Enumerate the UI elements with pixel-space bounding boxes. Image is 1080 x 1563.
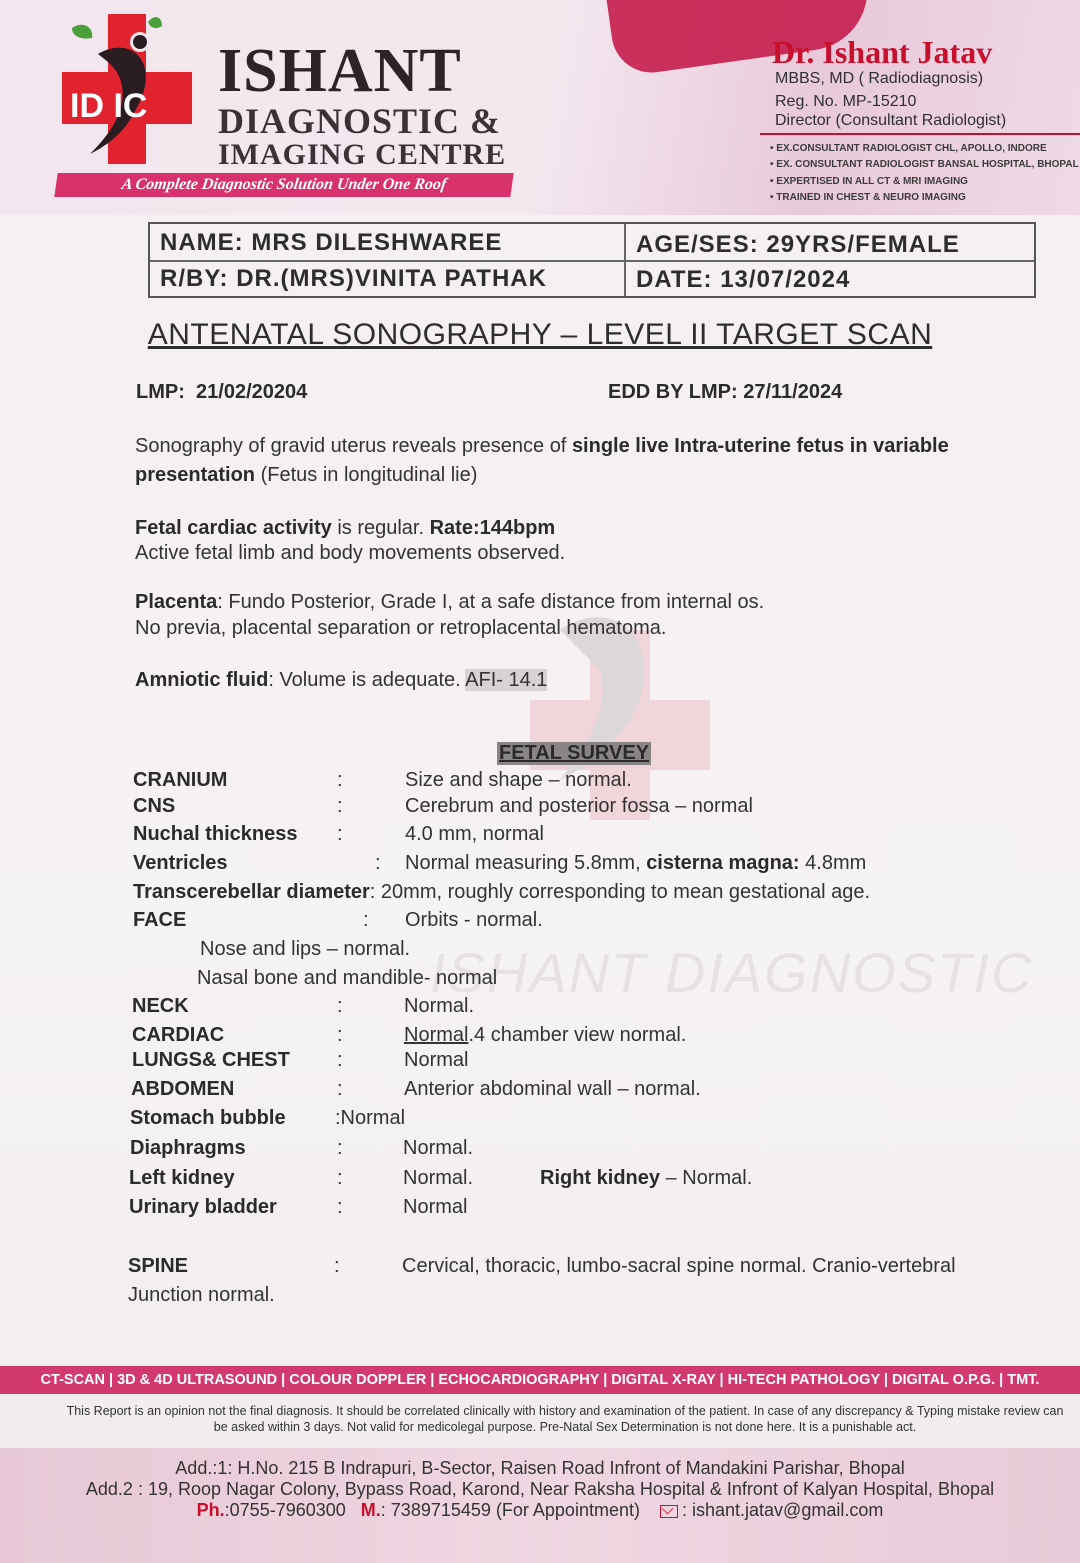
- face-label: FACE: [133, 909, 187, 931]
- cardiac-label: CARDIAC: [132, 1024, 225, 1046]
- doctor-qualification: MBBS, MD ( Radiodiagnosis): [775, 70, 984, 87]
- amniotic-fluid: Amniotic fluid: Volume is adequate. AFI- 14.1: [135, 669, 548, 691]
- clinic-tagline: A Complete Diagnostic Solution Under One Roof: [54, 173, 513, 197]
- report-date: DATE: 13/07/2024: [636, 266, 851, 293]
- face-detail: Nose and lips – normal.: [200, 938, 411, 960]
- cns-value: Cerebrum and posterior fossa – normal: [405, 795, 753, 817]
- ventricles-label: Ventricles: [133, 852, 228, 874]
- stomach-label: Stomach bubble: [130, 1107, 286, 1129]
- patient-age-sex: AGE/SES: 29YRS/FEMALE: [636, 231, 960, 258]
- clinic-name: ISHANT: [218, 37, 462, 105]
- clinic-subtitle: DIAGNOSTIC &: [218, 101, 502, 141]
- services-band: CT-SCAN | 3D & 4D ULTRASOUND | COLOUR DOPPLER | ECHOCARDIOGRAPHY | DIGITAL X-RAY | HI-TECH PATHOLOGY | DIGITAL O.P.G. | TMT.: [0, 1366, 1080, 1394]
- patient-name: NAME: MRS DILESHWAREE: [160, 229, 503, 256]
- diaphragm-value: Normal.: [403, 1137, 474, 1159]
- doctor-registration: Reg. No. MP-15210: [775, 93, 917, 110]
- contact-line: Ph.:0755-7960300 M.: 7389715459 (For Appointment) : ishant.jatav@gmail.com: [196, 1500, 884, 1520]
- spine-label: SPINE: [128, 1255, 189, 1277]
- abdomen-label: ABDOMEN: [131, 1078, 235, 1100]
- watermark-text: ISHANT DIAGNOSTIC: [430, 941, 1034, 1004]
- spine-detail: Junction normal.: [128, 1284, 275, 1306]
- fetal-survey-heading: FETAL SURVEY: [499, 742, 650, 764]
- transcerebellar-diameter: Transcerebellar diameter: 20mm, roughly corresponding to mean gestational age.: [133, 881, 871, 903]
- logo-text: ID IC: [70, 87, 148, 125]
- doctor-name: Dr. Ishant Jatav: [772, 34, 993, 70]
- patient-info-table: [148, 222, 1036, 298]
- doctor-experience-item: • EXPERTISED IN ALL CT & MRI IMAGING: [770, 176, 968, 187]
- face-detail-2: Nasal bone and mandible- normal: [197, 967, 498, 989]
- fetal-cardiac-activity: Fetal cardiac activity is regular. Rate:144bpm: [135, 517, 556, 539]
- lmp: LMP: 21/02/20204: [136, 381, 308, 403]
- doctor-experience-item: • EX. CONSULTANT RADIOLOGIST BANSAL HOSPITAL, BHOPAL: [770, 159, 1079, 170]
- ventricles-value: Normal measuring 5.8mm, cisterna magna: 4.8mm: [405, 852, 867, 874]
- report-title: ANTENATAL SONOGRAPHY – LEVEL II TARGET SCAN: [147, 318, 933, 351]
- nuchal-label: Nuchal thickness: [133, 823, 298, 845]
- findings-paragraph-cont: presentation (Fetus in longitudinal lie): [135, 464, 478, 486]
- disclaimer: This Report is an opinion not the final diagnosis. It should be correlated clinically with history and examination of the patient. In case of any discrepancy & Typing mistake review can be asked within 3 days. Not valid for medicolegal purpose. Pre-Natal Sex Determination is not done here. It is a punishable act.: [66, 1404, 1064, 1434]
- nuchal-value: 4.0 mm, normal: [405, 823, 544, 845]
- neck-label: NECK: [132, 995, 189, 1017]
- bladder-value: Normal: [403, 1196, 468, 1218]
- left-kidney-label: Left kidney: [129, 1167, 235, 1189]
- report-page: ID IC ISHANT DIAGNOSTIC & IMAGING CENTRE A Complete Diagnostic Solution Under One Roof Dr. Ishant Jatav MBBS, MD ( Radiodiagnosis) Reg. No. MP-15210 Director (Consultant Radiologist) • EX.CONSULTANT RADIOLOGIST CHL, APOLLO, INDORE • EX. CONSULTANT RADIOLOGIST BANSAL HOSPITAL, BHOPAL • EXPERTISED IN ALL CT & MRI IMAGING • TRAINED IN CHEST & NEURO IMAGING NAME: MRS DILESHWAREE AGE/SES: 29YRS/FEMALE R/BY: DR.(MRS)VINITA PATHAK DATE: 13/07/2024 ANTENATAL SONOGRAPHY – LEVEL II TARGET SCAN ISHANT DIAGNOSTIC LMP: 21/02/20204 EDD BY LMP: 27/11/2024 Sonography of gravid uterus reveals presence of single live Intra-uterine fetus in variable presentation (Fetus in longitudinal lie) Fetal cardiac activity is regular. Rate:144bpm Active fetal limb and body movements observed. Placenta: Fundo Posterior, Grade I, at a safe distance from internal os. No previa, placental separation or retroplacental hematoma. Amniotic fluid: Volume is adequate. AFI- 14.1 FETAL SURVEY CRANIUM : Size and shape – normal. CNS : Cerebrum and posterior fossa – normal Nuchal thickness : 4.0 mm, normal Ventricles : Normal measuring 5.8mm, cisterna magna: 4.8mm Transcerebellar diameter: 20mm, roughly corresponding to mean gestational age. FACE : Orbits - normal. Nose and lips – normal. Nasal bone and mandible- normal NECK : Normal. CARDIAC : Normal.4 chamber view normal. LUNGS& CHEST : Normal ABDOMEN : Anterior abdominal wall – normal. Stomach bubble :Normal Diaphragms : Normal. Left kidney : Normal. Right kidney – Normal. Urinary bladder : Normal SPINE : Cervical, thoracic, lumbo-sacral spine normal. Cranio-vertebral Junction normal. CT-SCAN | 3D & 4D ULTRASOUND | COLOUR DOPPLER | ECHOCARDIOGRAPHY | DIGITAL X-RAY | HI-TECH PATHOLOGY | DIGITAL O.P.G. | TMT. This Report is an opinion not the final diagnosis. It should be correlated clinically with history and examination of the patient. In case of any discrepancy & Typing mistake review can be asked within 3 days. Not valid for medicolegal purpose. Pre-Natal Sex Determination is not done here. It is a punishable act. Add.:1: H.No. 215 B Indrapuri, B-Sector, Raisen Road Infront of Mandakini Parishar, Bhopal Add.2 : 19, Roop Nagar Colony, Bypass Road, Karond, Near Raksha Hospital & Infront of Kalyan Hospital, Bhopal Ph.:0755-7960300 M.: 7389715459 (For Appointment) : ishant.jatav@gmail.com: [0, 0, 1080, 1563]
- left-kidney-value: Normal.: [403, 1167, 474, 1189]
- cardiac-value: Normal.4 chamber view normal.: [404, 1024, 687, 1046]
- placenta: Placenta: Fundo Posterior, Grade I, at a safe distance from internal os.: [135, 591, 765, 613]
- footer-band: [0, 1448, 1080, 1563]
- doctor-experience-item: • EX.CONSULTANT RADIOLOGIST CHL, APOLLO, INDORE: [770, 143, 1047, 154]
- doctor-experience-item: • TRAINED IN CHEST & NEURO IMAGING: [770, 192, 966, 203]
- bladder-label: Urinary bladder: [129, 1196, 277, 1218]
- referred-by: R/BY: DR.(MRS)VINITA PATHAK: [160, 265, 547, 292]
- cns-label: CNS: [133, 795, 176, 817]
- spine-value: Cervical, thoracic, lumbo-sacral spine normal. Cranio-vertebral: [402, 1255, 956, 1277]
- address-1: Add.:1: H.No. 215 B Indrapuri, B-Sector, Raisen Road Infront of Mandakini Parishar, Bhopal: [175, 1458, 905, 1478]
- email: : ishant.jatav@gmail.com: [681, 1500, 884, 1520]
- face-value: Orbits - normal.: [405, 909, 543, 931]
- cranium-value: Size and shape – normal.: [405, 769, 632, 791]
- placenta-detail: No previa, placental separation or retroplacental hematoma.: [135, 617, 667, 639]
- lungs-label: LUNGS& CHEST: [132, 1049, 290, 1071]
- lungs-value: Normal: [404, 1049, 469, 1071]
- cranium-label: CRANIUM: [133, 769, 228, 791]
- abdomen-value: Anterior abdominal wall – normal.: [404, 1078, 701, 1100]
- stomach-value: :Normal: [335, 1107, 406, 1129]
- findings-paragraph: Sonography of gravid uterus reveals presence of single live Intra-uterine fetus in variable: [135, 435, 949, 457]
- right-kidney: Right kidney – Normal.: [540, 1167, 753, 1189]
- mail-icon: [660, 1505, 678, 1518]
- clinic-logo: [62, 14, 192, 164]
- neck-value: Normal.: [404, 995, 475, 1017]
- address-2: Add.2 : 19, Roop Nagar Colony, Bypass Road, Karond, Near Raksha Hospital & Infront of Kalyan Hospital, Bhopal: [85, 1479, 995, 1499]
- doctor-role: Director (Consultant Radiologist): [775, 112, 1007, 129]
- clinic-subtitle-2: IMAGING CENTRE: [218, 138, 507, 171]
- fetal-movements: Active fetal limb and body movements observed.: [135, 542, 566, 564]
- diaphragm-label: Diaphragms: [130, 1137, 246, 1159]
- edd: EDD BY LMP: 27/11/2024: [608, 381, 843, 403]
- afi-value: AFI- 14.1: [465, 669, 548, 691]
- divider: [760, 133, 1080, 135]
